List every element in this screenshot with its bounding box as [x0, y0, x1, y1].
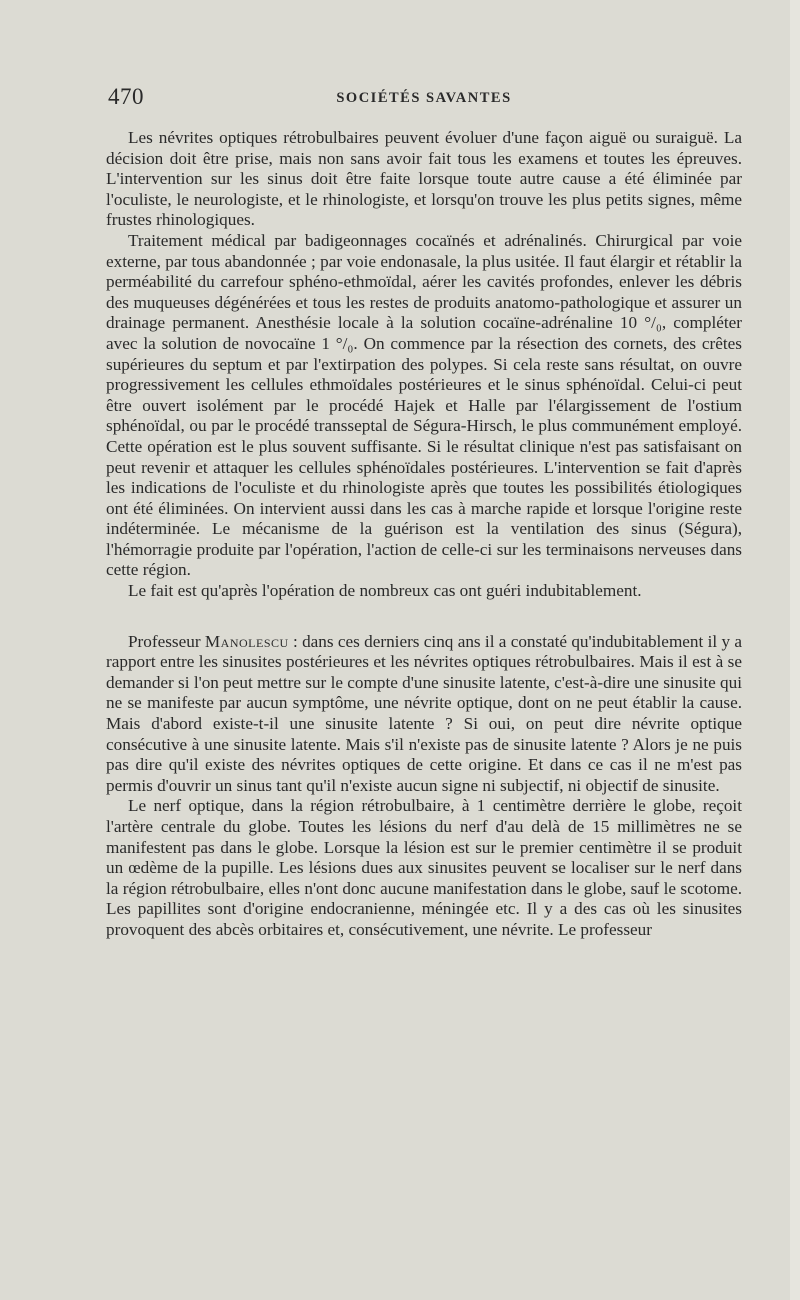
- paragraph-manolescu: [106, 632, 742, 797]
- speaker-remarks: : dans ces derniers cinq ans il a constaté qu'indubitablement il y a rapport entre les sinusites postérieures et les névrites optiques rétrobulbaires. Mais il est à se demander si l'on peut mettre sur le compte d'une sinusite latente, c'est-à-dire une sinusite qui ne se manifeste par aucun symptôme, une névrite optique, dont on ne peut établir la cause. Mais d'abord existe-t-il une sinusite latente ? Si oui, on peut dire névrite optique consécutive à une sinusite latente. Mais s'il n'existe pas de sinusite latente ? Alors je ne puis pas dire qu'il existe des névrites optiques de cette origine. Et dans ce cas il ne m'est pas permis d'ouvrir un sinus tant qu'il n'existe aucun signe ni subjectif, ni objectif de sinusite.: [106, 631, 743, 795]
- speaker-name: Manolescu: [204, 631, 289, 651]
- page-number: 470: [108, 84, 144, 109]
- paragraph-optic-nerve: Le nerf optique, dans la région rétrobulbaire, à 1 centimètre derrière le globe, reçoit l'artère centrale du globe. Toutes les lésions du nerf d'au delà de 15 millimètres ne se manifestent pas dans le globe. Lorsque la lésion est sur le premier centimètre il se produit un œdème de la pupille. Les lésions dues aux sinusites peuvent se localiser sur le nerf dans la région rétrobulbaire, elles n'ont donc aucune manifestation dans le globe, sauf le scotome. Les papillites sont d'origine endocranienne, méningée etc. Il y a des cas où les sinusites provoquent des abcès orbitaires et, consécutivement, une névrite. Le professeur: [106, 796, 742, 939]
- paragraph-result: Le fait est qu'après l'opération de nombreux cas ont guéri indubitablement.: [128, 581, 642, 601]
- page-edge: [790, 0, 800, 1300]
- body-text: [106, 128, 742, 941]
- paragraph-indications: Les névrites optiques rétrobulbaires peuvent évoluer d'une façon aiguë ou suraiguë. La décision doit être prise, mais non sans avoir fait tous les examens et toutes les épreuves. L'intervention sur les sinus doit être faite lorsque toute autre cause a été éliminée par l'oculiste, le neurologiste, et le rhinologiste, et lorsqu'on trouve les plus petits signes, même frustes rhinologiques.: [106, 128, 742, 230]
- running-title: SOCIÉTÉS SAVANTES: [336, 90, 512, 106]
- page-header: [108, 84, 740, 114]
- paragraph-treatment: Traitement médical par badigeonnages cocaïnés et adrénalinés. Chirurgical par voie externe, par tous abandonnée ; par voie endonasale, la plus usitée. Il faut élargir et rétablir la perméabilité du carrefour sphéno-ethmoïdal, aérer les cavités profondes, enlever les débris des muqueuses dégénérées et tous les restes de produits anatomo-pathologique et assurer un drainage permanent. Anesthésie locale à la solution cocaïne-adrénaline 10 °/₀, compléter avec la solution de novocaïne 1 °/₀. On commence par la résection des cornets, des crêtes supérieures du septum et par l'extirpation des polypes. Si cela reste sans résultat, on ouvre progressivement les cellules ethmoïdales postérieures et le sinus sphénoïdal. Celui-ci peut être ouvert isolément par le procédé Hajek et Halle par l'élargissement de l'ostium sphénoïdal, ou par le procédé transseptal de Ségura-Hirsch, le plus communément employé. Cette opération est le plus souvent suffisante. Si le résultat clinique n'est pas satisfaisant on peut revenir et attaquer les cellules sphénoïdales postérieures. L'intervention se fait d'après les indications de l'oculiste et du rhinologiste après que toutes les possibilités étiologiques ont été éliminées. On intervient aussi dans les cas à marche rapide et lorsque l'origine reste indéterminée. Le mécanisme de la guérison est la ventilation des sinus (Ségura), l'hémorragie produite par l'opération, l'action de celle-ci sur les terminaisons nerveuses dans cette région.: [106, 230, 742, 580]
- speaker-prefix: Professeur: [128, 631, 205, 651]
